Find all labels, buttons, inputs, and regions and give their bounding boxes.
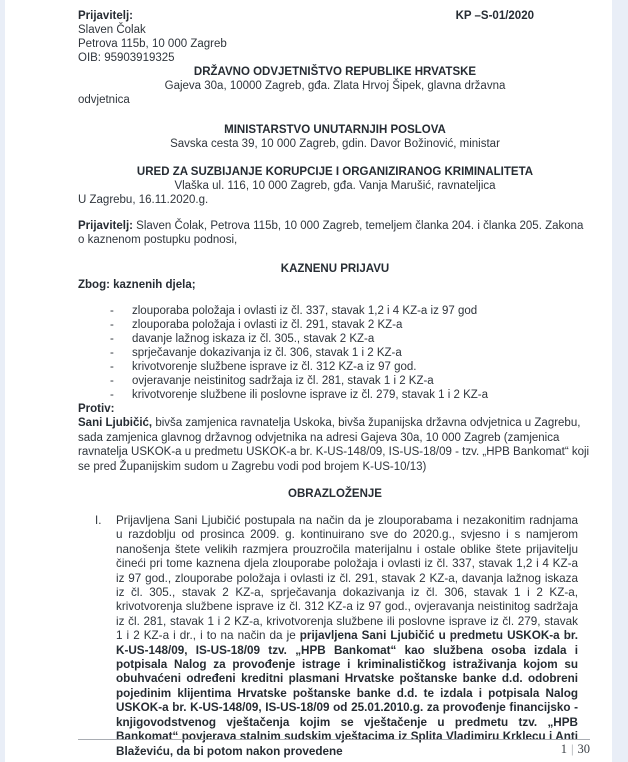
dash-marker: -	[110, 375, 114, 387]
offense-text: krivotvorenje službene ili poslovne isprave iz čl. 279, stavak 1 i 2 KZ-a	[132, 389, 489, 401]
offense-item	[78, 388, 592, 402]
case-number: KP –S-01/2020	[455, 10, 534, 22]
page-number-separator: |	[570, 742, 574, 756]
dash-marker: -	[110, 389, 114, 401]
dash-marker: -	[110, 319, 114, 331]
intro-paragraph	[78, 219, 592, 247]
offense-text: davanje lažnog iskaza iz čl. 305., stavak 2 KZ-a	[132, 333, 375, 345]
page-number-current: 1	[560, 742, 567, 756]
applicant-label: Prijavitelj:	[78, 10, 133, 22]
paragraph-regular-text: Prijavljena Sani Ljubičić postupala na način da je zlouporabama i nezakonitim radnjama u razdoblju od prosinca 2009. g. kontinuirano sve do 2020.g., svjesno i s namjerom nanošenja štete velikih razmjera prouzročila materijalnu i ostale oblike štete prijavitelju čineći pri tome kaznena djela zlouporabe položaja i ovlasti iz čl. 337, stavak 1,2 i 4 KZ-a iz 97 god., zlouporabe položaja i ovlasti iz čl. 291, stavak 2 KZ-a, davanja lažnog iskaza iz čl. 305., stavak 2 KZ-a, sprječavanja dokazivanja iz čl. 306, stavak 1 i 2 KZ-a, krivotvorenja službene isprave iz čl. 312 KZ-a iz 97 god., ovjeravanja neistinitog sadržaja iz čl. 281, stavak 1 i 2 KZ-a, krivotvorenja službene ili poslovne isprave iz čl. 279, stavak 1 i 2 KZ-a i dr., i to na način da je	[116, 514, 578, 643]
recipient-title-uskok: URED ZA SUZBIJANJE KORUPCIJE I ORGANIZIRANOG KRIMINALITETA	[136, 166, 534, 178]
accused-paragraph	[78, 416, 592, 474]
offense-item	[78, 360, 592, 374]
offense-text: ovjeravanje neistinitog sadržaja iz čl. 281, stavak 1 i 2 KZ-a	[132, 375, 434, 387]
document-header	[78, 9, 592, 23]
paragraph-number: I.	[95, 515, 102, 527]
intro-label: Prijavitelj:	[78, 220, 133, 232]
accused-description: bivša zamjenica ravnatelja Uskoka, bivša županijska državna odvjetnica u Zagrebu, sada zamjenica glavnog državnog odvjetnika na adresi Gajeva 30a, 10 000 Zagreb (zamjenica ravnatelja USKOK-a u predmetu USKOK-a br. K-US-148/09, IS-US-18/09 - tzv. „HPB Bankomat“ koji se pred Županijskim sudom u Zagrebu vodi pod brojem K-US-10/13)	[78, 417, 590, 473]
offense-list	[78, 304, 592, 402]
recipient-line-overflow: odvjetnica	[78, 94, 130, 106]
applicant-name: Slaven Čolak	[78, 24, 146, 36]
recipient-line-state-attorney: Gajeva 30a, 10000 Zagreb, gđa. Zlata Hrvoj Šipek, glavna državna	[164, 80, 506, 92]
against-label: Protiv:	[78, 403, 115, 415]
applicant-oib: OIB: 95903919325	[78, 52, 175, 64]
recipient-title-ministry: MINISTARSTVO UNUTARNJIH POSLOVA	[224, 124, 446, 136]
applicant-address: Petrova 115b, 10 000 Zagreb	[78, 38, 227, 50]
accused-name: Sani Ljubičić,	[78, 417, 153, 429]
offense-text: zlouporaba položaja i ovlasti iz čl. 291, stavak 2 KZ-a	[132, 319, 403, 331]
page-number-total: 30	[577, 742, 590, 756]
page-footer	[78, 739, 590, 757]
offense-item	[78, 374, 592, 388]
dash-marker: -	[110, 305, 114, 317]
dash-marker: -	[110, 361, 114, 373]
offense-item	[78, 318, 592, 332]
recipient-line-uskok: Vlaška ul. 116, 10 000 Zagreb, gđa. Vanja Marušić, ravnateljica	[174, 180, 496, 192]
offense-item	[78, 332, 592, 346]
statement-heading: OBRAZLOŽENJE	[288, 488, 382, 500]
offense-text: krivotvorenje službene isprave iz čl. 312 KZ-a iz 97 god.	[132, 361, 417, 373]
dash-marker: -	[110, 347, 114, 359]
paragraph-text	[116, 514, 578, 759]
paragraph-bold-text: prijavljena Sani Ljubičić u predmetu USKOK-a br. K-US-148/09, IS-US-18/09 tzv. „HPB Bankomat“ kao službena osoba izdala i potpisala Nalog za provođenje istrage i kriminalističkog istraživanja kojom su obuhvaćeni određeni kreditni plasmani Hrvatske poštanske banke d.d. odobreni pojedinim klijentima Hrvatske poštanske banke d.d. te izdala i potpisala Nalog USKOK-a br. K-US-148/09, IS-US-18/09 od 25.01.2010.g. za provođenje financijsko - knjigovodstvenog vještačenja kojim se vještačenje u predmetu tzv. „HPB Bankomat“ povjerava stalnim sudskim vještacima iz Splita Vladimiru Krklecu i Anti Blaževiću, da bi potom nakon provedene	[116, 629, 579, 758]
because-label: Zbog: kaznenih djela;	[78, 279, 196, 291]
dateline: U Zagrebu, 16.11.2020.g.	[78, 194, 209, 206]
offense-item	[78, 304, 592, 318]
recipient-title-state-attorney: DRŽAVNO ODVJETNIŠTVO REPUBLIKE HRVATSKE	[193, 66, 477, 78]
document-page	[5, 0, 612, 762]
complaint-title: KAZNENU PRIJAVU	[280, 263, 390, 275]
dash-marker: -	[110, 333, 114, 345]
offense-text: sprječavanje dokazivanja iz čl. 306, stavak 1 i 2 KZ-a	[132, 347, 402, 359]
statement-paragraph-1	[78, 514, 592, 759]
offense-text: zlouporaba položaja i ovlasti iz čl. 337, stavak 1,2 i 4 KZ-a iz 97 god	[132, 305, 478, 317]
recipient-line-ministry: Savska cesta 39, 10 000 Zagreb, gdin. Davor Božinović, ministar	[170, 138, 500, 150]
offense-item	[78, 346, 592, 360]
page-content	[5, 0, 612, 759]
intro-text: Slaven Čolak, Petrova 115b, 10 000 Zagreb, temeljem članka 204. i članka 205. Zakona o kaznenom postupku podnosi,	[78, 220, 584, 246]
